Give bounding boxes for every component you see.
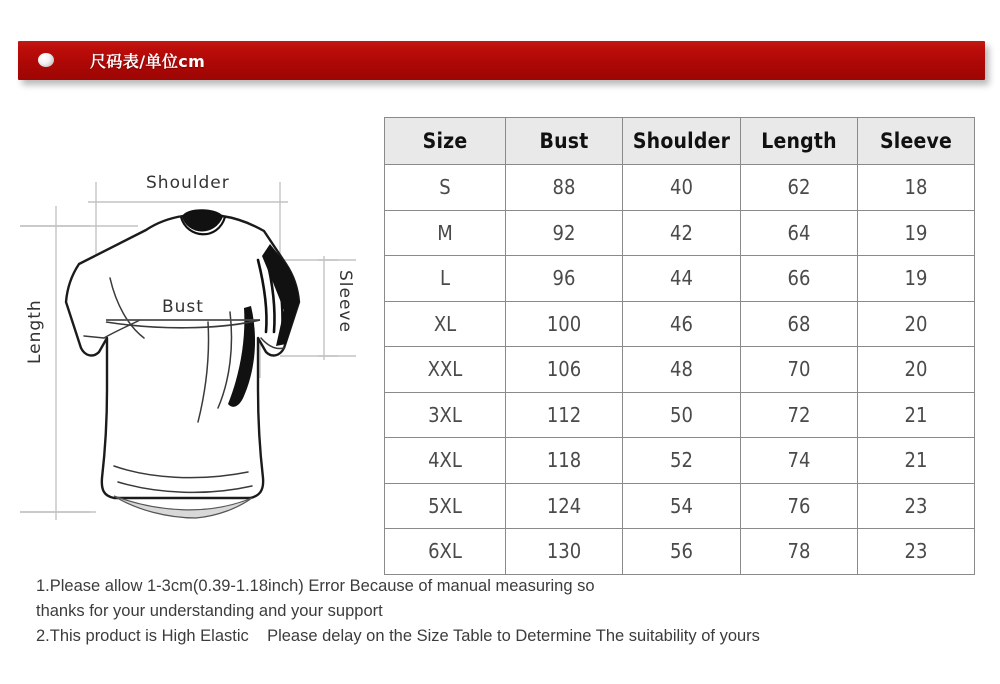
cell-measure: 48 — [623, 347, 741, 393]
cell-measure: 52 — [623, 438, 741, 484]
cell-measure: 23 — [858, 483, 975, 529]
table-row — [385, 529, 975, 575]
cell-measure: 62 — [741, 165, 858, 211]
table-row — [385, 347, 975, 393]
cell-size: S — [385, 165, 506, 211]
cell-measure: 19 — [858, 210, 975, 256]
cell-measure: 74 — [741, 438, 858, 484]
cell-measure: 54 — [623, 483, 741, 529]
cell-measure: 130 — [506, 529, 623, 575]
column-header-sleeve: Sleeve — [858, 118, 975, 165]
cell-measure: 68 — [741, 301, 858, 347]
cell-measure: 96 — [506, 256, 623, 302]
note-line: thanks for your understanding and your support — [36, 602, 383, 620]
table-row — [385, 165, 975, 211]
cell-size: XXL — [385, 347, 506, 393]
cell-measure: 44 — [623, 256, 741, 302]
cell-measure: 66 — [741, 256, 858, 302]
size-chart-table — [384, 117, 975, 575]
cell-measure: 56 — [623, 529, 741, 575]
cell-measure: 50 — [623, 392, 741, 438]
shoulder-label: Shoulder — [146, 173, 230, 193]
cell-measure: 19 — [858, 256, 975, 302]
note-line: 2.This product is High Elastic Please delay on the Size Table to Determine The suitability of yours — [36, 627, 760, 645]
table-row — [385, 210, 975, 256]
table-header-row — [385, 118, 975, 165]
cell-measure: 23 — [858, 529, 975, 575]
cell-measure: 42 — [623, 210, 741, 256]
note-line: 1.Please allow 1-3cm(0.39-1.18inch) Error Because of manual measuring so — [36, 577, 595, 595]
column-header-shoulder: Shoulder — [623, 118, 741, 165]
cell-size: L — [385, 256, 506, 302]
cell-measure: 72 — [741, 392, 858, 438]
bullet-dot-icon — [38, 53, 54, 67]
cell-measure: 70 — [741, 347, 858, 393]
tshirt-hem — [114, 496, 252, 518]
cell-measure: 40 — [623, 165, 741, 211]
table-row — [385, 301, 975, 347]
table-row — [385, 438, 975, 484]
cell-measure: 78 — [741, 529, 858, 575]
cell-measure: 106 — [506, 347, 623, 393]
cell-size: M — [385, 210, 506, 256]
cell-size: 3XL — [385, 392, 506, 438]
cell-measure: 46 — [623, 301, 741, 347]
sleeve-label: Sleeve — [335, 270, 355, 333]
cell-size: XL — [385, 301, 506, 347]
table-row — [385, 483, 975, 529]
table-row — [385, 256, 975, 302]
cell-measure: 92 — [506, 210, 623, 256]
cell-size: 5XL — [385, 483, 506, 529]
banner-title: 尺码表/单位cm — [90, 52, 206, 71]
cell-measure: 112 — [506, 392, 623, 438]
cell-size: 6XL — [385, 529, 506, 575]
length-label: Length — [25, 299, 45, 364]
cell-measure: 124 — [506, 483, 623, 529]
column-header-size: Size — [385, 118, 506, 165]
cell-measure: 20 — [858, 301, 975, 347]
cell-measure: 118 — [506, 438, 623, 484]
cell-size: 4XL — [385, 438, 506, 484]
bust-label: Bust — [162, 297, 204, 317]
cell-measure: 76 — [741, 483, 858, 529]
cell-measure: 21 — [858, 392, 975, 438]
table-row — [385, 392, 975, 438]
cell-measure: 100 — [506, 301, 623, 347]
column-header-length: Length — [741, 118, 858, 165]
tshirt-measurement-diagram — [18, 160, 378, 560]
column-header-bust: Bust — [506, 118, 623, 165]
cell-measure: 20 — [858, 347, 975, 393]
cell-measure: 64 — [741, 210, 858, 256]
measurement-notes — [36, 574, 976, 649]
cell-measure: 18 — [858, 165, 975, 211]
size-chart-banner — [18, 41, 985, 80]
cell-measure: 21 — [858, 438, 975, 484]
cell-measure: 88 — [506, 165, 623, 211]
